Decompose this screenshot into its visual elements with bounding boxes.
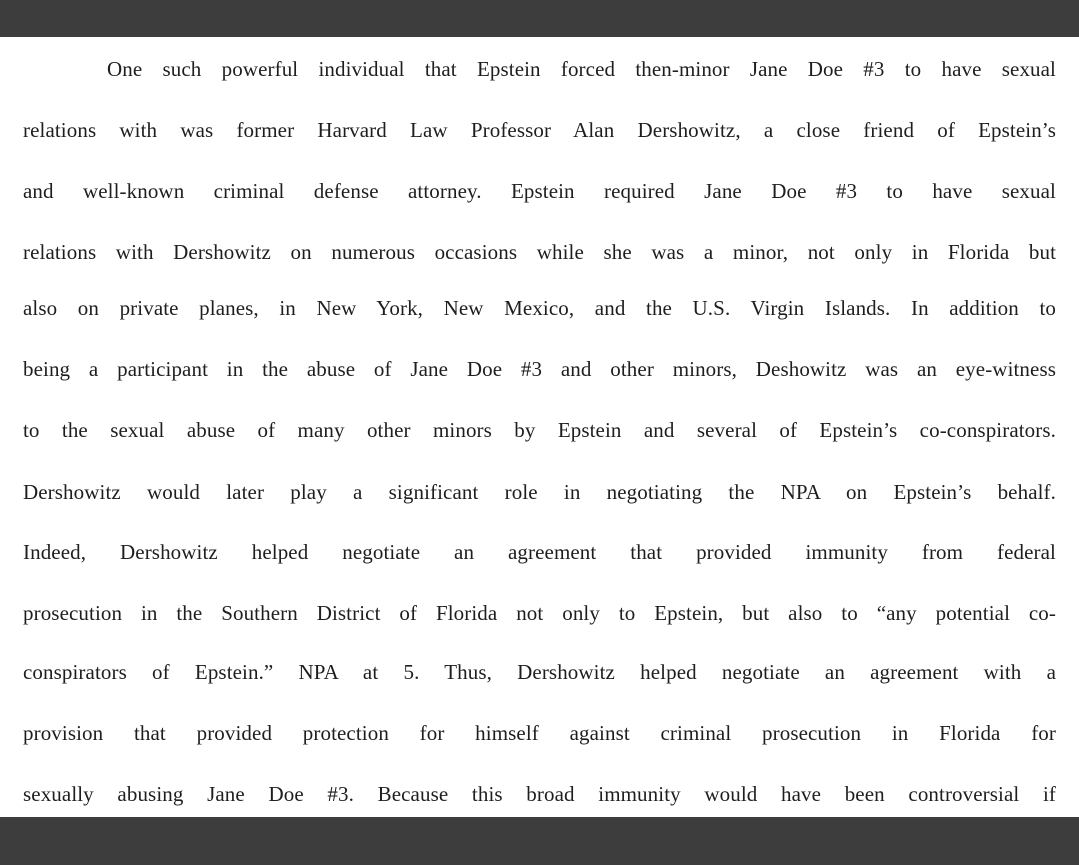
text-line-12: provision that provided protection for himself against criminal prosecution in Florida for bbox=[23, 721, 1056, 745]
top-frame-bar bbox=[0, 0, 1079, 37]
text-line-11: conspirators of Epstein.” NPA at 5. Thus, Dershowitz helped negotiate an agreement with a bbox=[23, 660, 1056, 684]
text-line-1: One such powerful individual that Epstein forced then-minor Jane Doe #3 to have sexual bbox=[107, 57, 1056, 81]
bottom-frame-bar bbox=[0, 817, 1079, 865]
text-line-8: Dershowitz would later play a significant role in negotiating the NPA on Epstein’s behalf. bbox=[23, 480, 1056, 504]
text-line-9: Indeed, Dershowitz helped negotiate an agreement that provided immunity from federal bbox=[23, 540, 1056, 564]
document-page bbox=[0, 37, 1079, 817]
text-line-3: and well-known criminal defense attorney. Epstein required Jane Doe #3 to have sexual bbox=[23, 179, 1056, 203]
text-line-7: to the sexual abuse of many other minors by Epstein and several of Epstein’s co-conspirators. bbox=[23, 418, 1056, 442]
text-line-2: relations with was former Harvard Law Professor Alan Dershowitz, a close friend of Epstein’s bbox=[23, 118, 1056, 142]
text-line-6: being a participant in the abuse of Jane Doe #3 and other minors, Deshowitz was an eye-witness bbox=[23, 357, 1056, 381]
text-line-13: sexually abusing Jane Doe #3. Because this broad immunity would have been controversial if bbox=[23, 782, 1056, 806]
text-line-4: relations with Dershowitz on numerous occasions while she was a minor, not only in Florida but bbox=[23, 240, 1056, 264]
text-line-5: also on private planes, in New York, New Mexico, and the U.S. Virgin Islands. In addition to bbox=[23, 296, 1056, 320]
text-line-10: prosecution in the Southern District of Florida not only to Epstein, but also to “any potential co- bbox=[23, 601, 1056, 625]
